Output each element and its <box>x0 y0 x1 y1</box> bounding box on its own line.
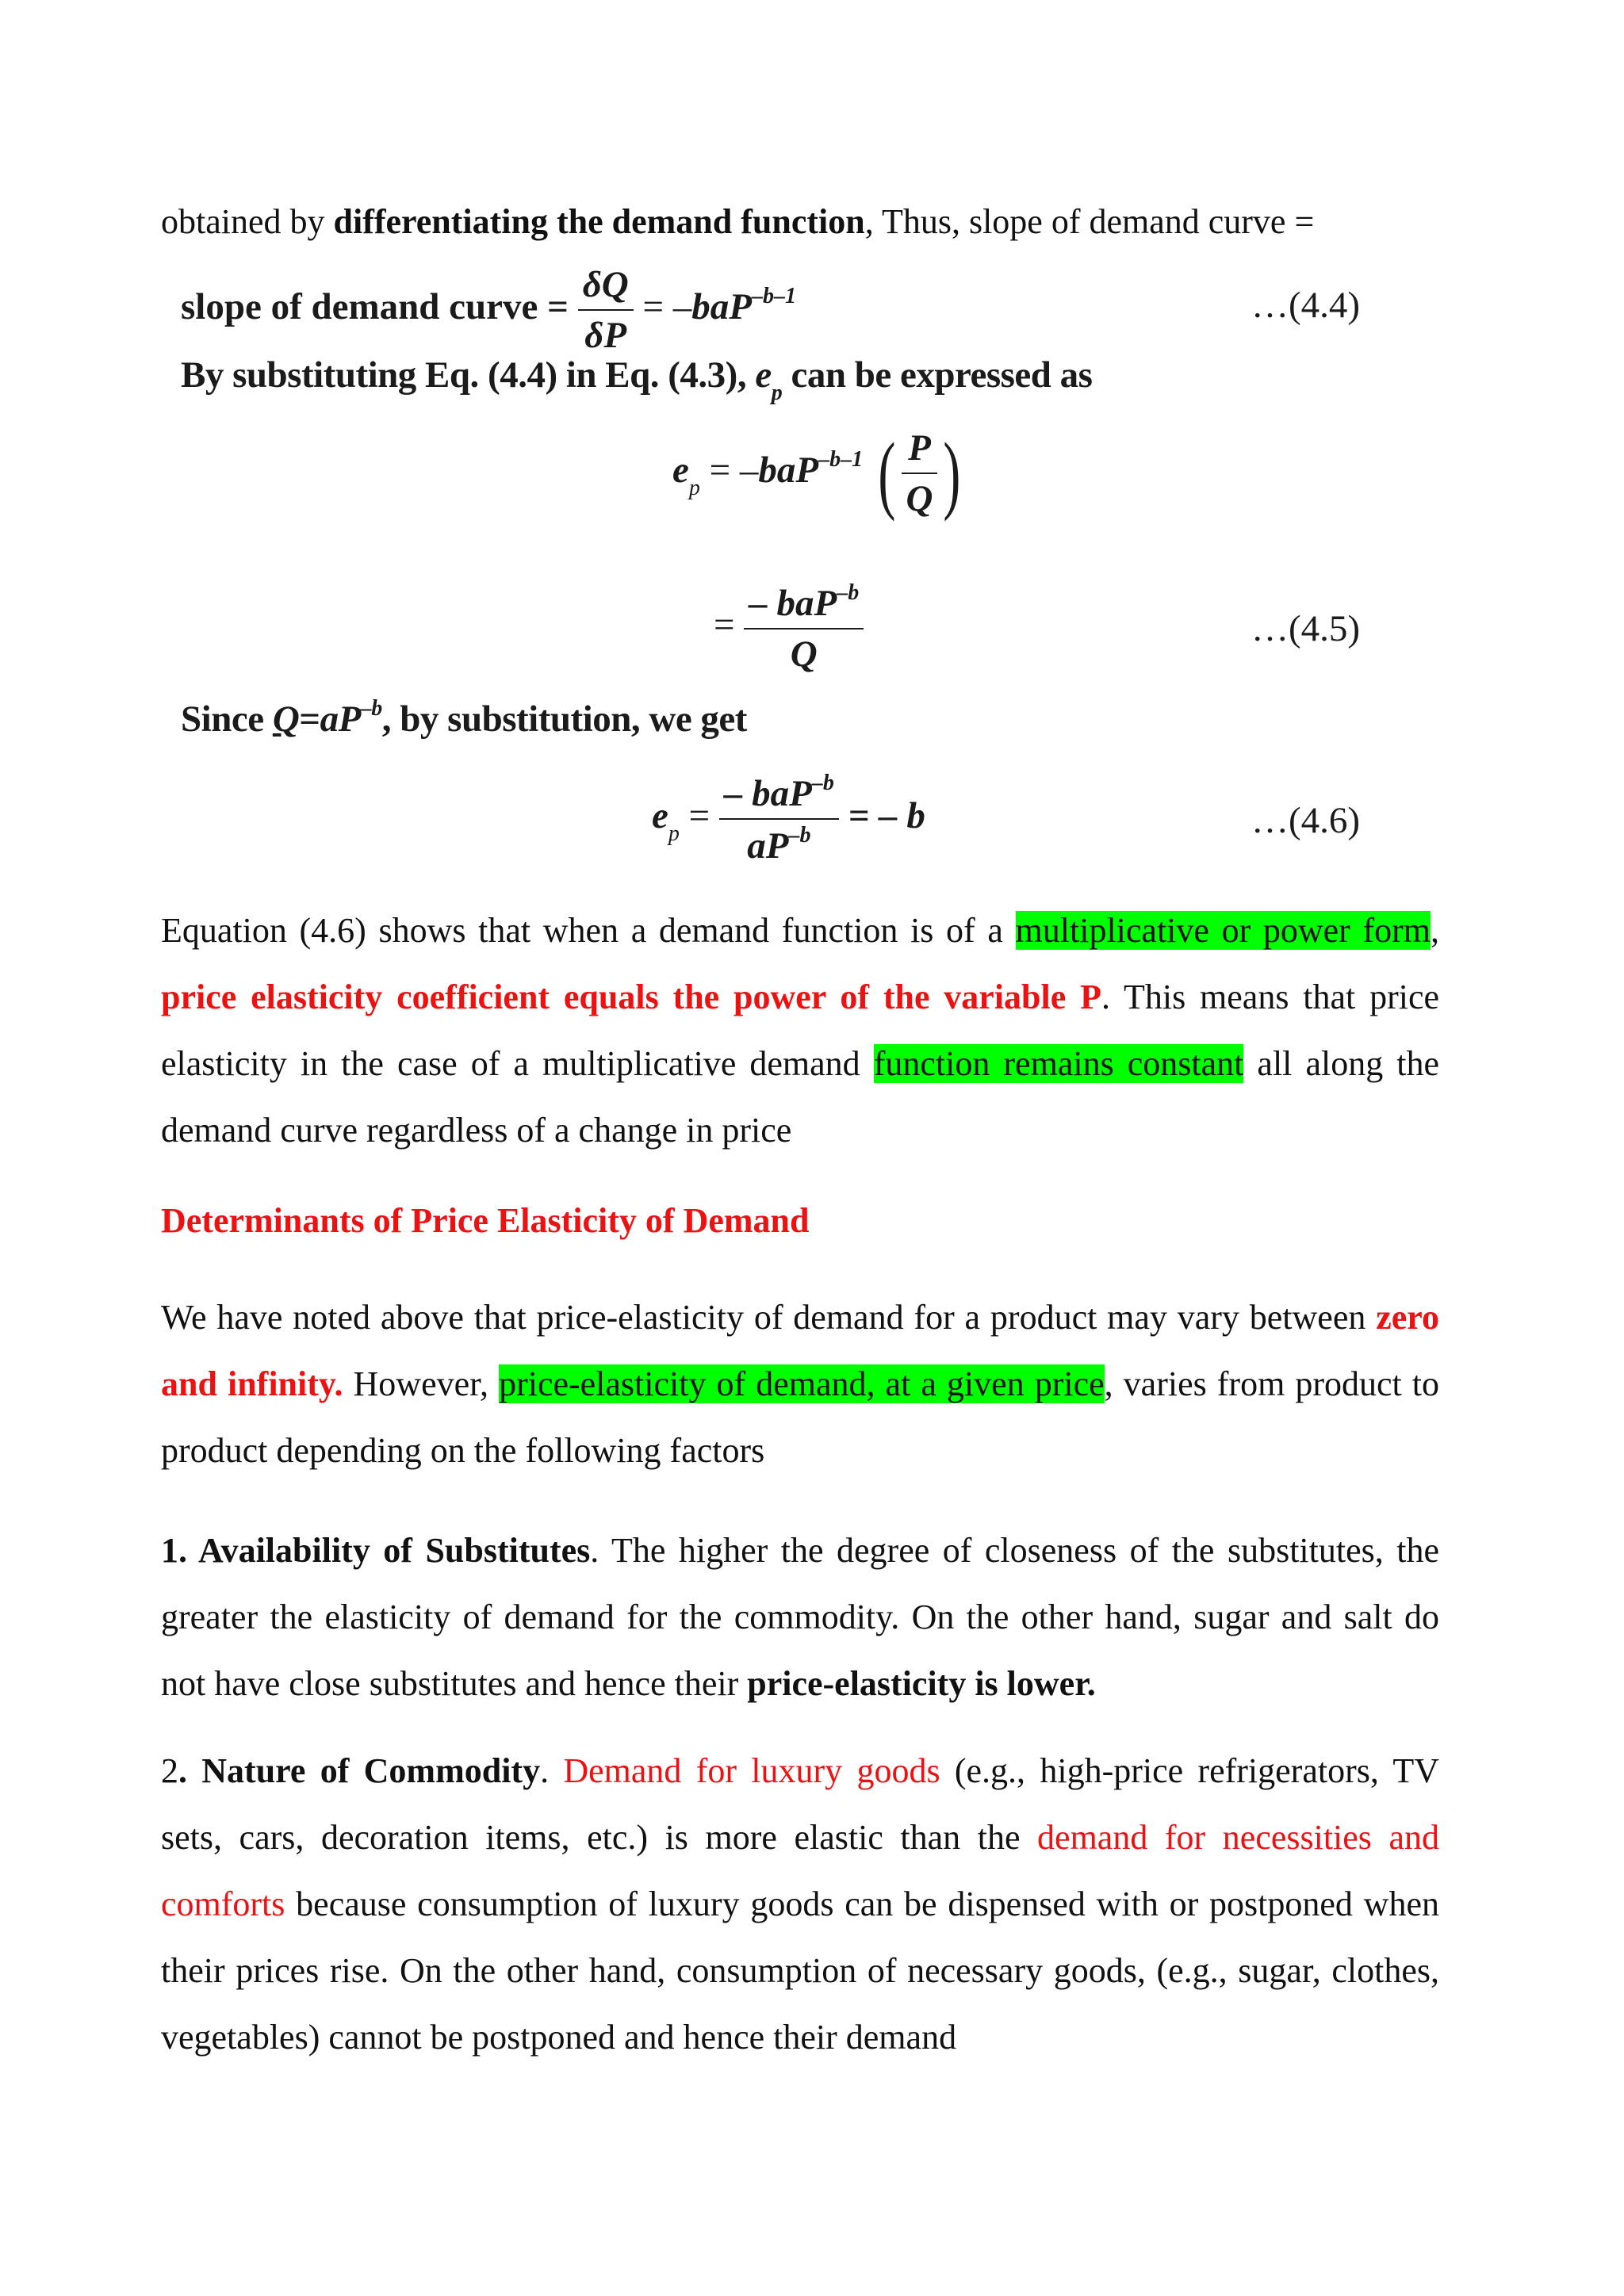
ep-frac-num: P <box>902 427 938 474</box>
p2-text-2: However, <box>343 1364 500 1403</box>
eq46-p: p <box>668 821 680 846</box>
p2-text-1: We have noted above that price-elasticity of demand for a product may vary between <box>161 1298 1377 1337</box>
eq46-e: e <box>652 794 668 836</box>
eq46-num-text: – baP <box>723 773 812 814</box>
equation-number-4-4: …(4.4) <box>1251 285 1361 326</box>
p4-red-2: demand for necessities and comforts <box>161 1818 1440 1923</box>
paragraph-substitutes <box>161 1517 1439 1717</box>
since-q: Q <box>272 698 300 740</box>
elasticity-expression <box>672 427 967 520</box>
p1-text-3: . This means that price elasticity in the case of a multiplicative demand <box>161 978 1440 1083</box>
p3-text: . The higher the degree of closeness of the substitutes, the greater the elasticity of demand for the commodity. On the other hand, sugar and salt do not have close substitutes and hence their <box>161 1531 1439 1703</box>
since-text: Since <box>181 698 264 740</box>
since-line <box>181 696 747 740</box>
eq46-numerator <box>719 771 839 820</box>
ep-exponent: –b–1 <box>818 446 864 472</box>
equation-4-6 <box>652 771 925 867</box>
equation-4-5 <box>714 580 864 675</box>
p4-text-1: . <box>540 1751 564 1790</box>
eq46-den-exp: –b <box>788 823 811 848</box>
p4-red-1: Demand for luxury goods <box>563 1751 940 1790</box>
eq46-den-text: aP <box>747 825 789 867</box>
equation-number-4-6: …(4.6) <box>1251 800 1361 841</box>
paragraph-power-form <box>161 897 1439 1164</box>
right-paren: ) <box>943 425 961 522</box>
ep-frac-den: Q <box>906 478 933 519</box>
section-heading: Determinants of Price Elasticity of Demand <box>161 1201 810 1240</box>
eq44-fraction <box>578 263 634 357</box>
p2-highlight: price-elasticity of demand, at a given price <box>499 1364 1105 1403</box>
eq44-lhs: slope of demand curve = <box>181 285 569 327</box>
intro-bold: differentiating the demand function <box>333 202 865 241</box>
eq44-numerator: δQ <box>578 263 634 311</box>
since-exp: –b <box>360 696 382 721</box>
eq46-equals: = <box>688 794 710 836</box>
p4-text-3: because consumption of luxury goods can be dispensed with or postponed when their prices rise. On the other hand, consumption of necessary goods, (e.g., sugar, clothes, vegetables) cannot be postponed and hence their demand <box>161 1885 1439 2057</box>
equation-number-4-5: …(4.5) <box>1251 608 1361 649</box>
ep-base: baP <box>758 449 819 491</box>
equation-4-4 <box>181 263 796 357</box>
p1-text-4: all along the demand curve regardless of a change in price <box>161 1044 1439 1150</box>
eq45-fraction <box>744 580 864 675</box>
p1-text-1: Equation (4.6) shows that when a demand function is of a <box>161 911 1016 950</box>
ep-e: e <box>672 449 689 491</box>
eq45-numerator <box>744 580 864 629</box>
ep-p: p <box>688 475 700 500</box>
eq44-denominator: δP <box>584 315 627 356</box>
eq44-exponent: –b–1 <box>751 283 796 308</box>
eq46-rhs: = – b <box>848 794 925 836</box>
eq45-equals: = <box>714 603 735 645</box>
subst-p: p <box>771 381 783 405</box>
eq45-denominator: Q <box>790 633 818 675</box>
p4-bold-heading: . Nature of Commodity <box>178 1751 541 1790</box>
p2-red-bold: zero and infinity. <box>161 1298 1439 1403</box>
eq46-denominator <box>719 820 839 867</box>
subst-text: By substituting Eq. (4.4) in Eq. (4.3), <box>181 354 747 396</box>
ep-equals: = – <box>709 449 759 491</box>
eq44-rhs: baP <box>691 285 752 327</box>
p4-text-2: (e.g., high-price refrigerators, TV sets, cars, decoration items, etc.) is more elastic than the <box>161 1751 1439 1857</box>
since-ap: aP <box>320 698 361 740</box>
intro-line <box>161 189 1439 255</box>
p1-highlight-1: multiplicative or power form <box>1015 911 1431 950</box>
p3-bold-heading: 1. Availability of Substitutes <box>161 1531 591 1570</box>
intro-text: obtained by <box>161 202 334 241</box>
eq44-equals: = – <box>642 285 692 327</box>
eq46-num-exp: –b <box>811 771 834 795</box>
p1-red-bold: price elasticity coefficient equals the power of the variable P <box>161 978 1101 1016</box>
intro-text-end: , Thus, slope of demand curve = <box>864 202 1315 241</box>
left-paren: ( <box>878 425 896 522</box>
eq45-num-text: – baP <box>749 583 837 624</box>
p2-text-3: , varies from product to product depending on the following factors <box>161 1364 1439 1470</box>
paragraph-nature-of-commodity <box>161 1738 1439 2071</box>
p1-highlight-2: function remains constant <box>873 1044 1244 1083</box>
p4-number: 2 <box>161 1751 178 1790</box>
p1-text-2: , <box>1431 911 1440 950</box>
subst-text-end: can be expressed as <box>791 354 1093 396</box>
eq46-fraction <box>719 771 839 867</box>
eq45-num-exp: –b <box>837 580 860 605</box>
paragraph-determinants-intro <box>161 1284 1439 1484</box>
substitution-line <box>181 354 1093 405</box>
subst-e: e <box>755 354 772 396</box>
p3-bold-end: price-elasticity is lower. <box>747 1664 1096 1703</box>
ep-fraction <box>902 427 938 520</box>
since-text-end: , by substitution, we get <box>381 698 747 740</box>
since-equals: = <box>299 698 320 740</box>
